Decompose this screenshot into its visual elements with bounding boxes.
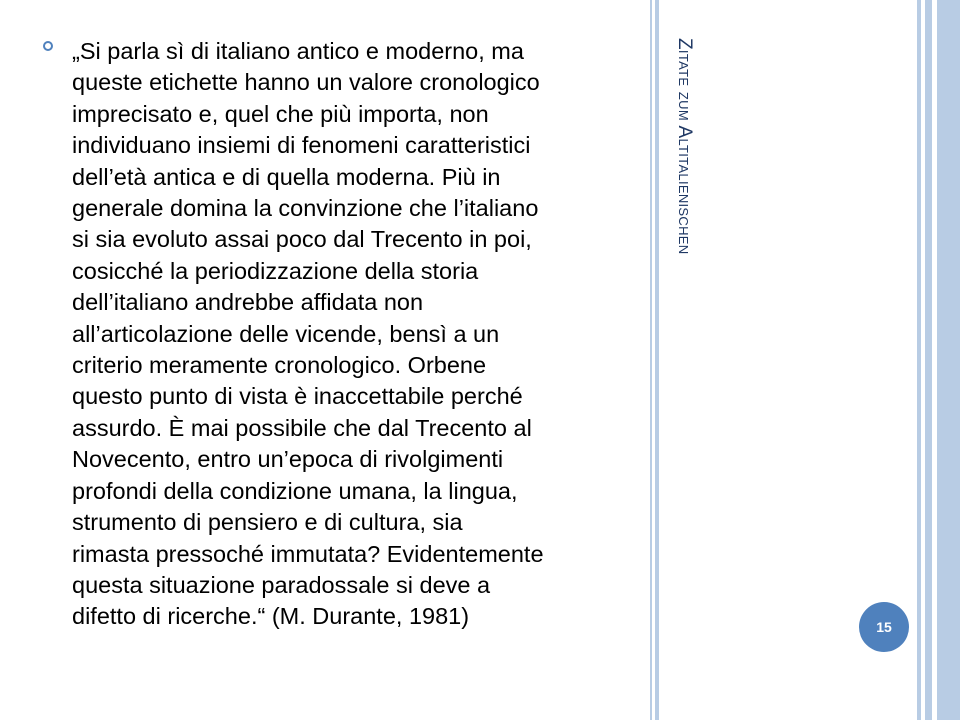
quote-line: difetto di ricerche.“ (M. Durante, 1981): [72, 603, 470, 630]
quote-line: criterio meramente cronologico. Orbene: [72, 352, 487, 379]
quote-line: „Si parla sì di italiano antico e moderno, ma: [72, 38, 524, 64]
quote-text: [72, 36, 642, 633]
bullet-icon: [43, 41, 53, 51]
page-number-badge: 15: [859, 602, 909, 652]
quote-line: cosicché la periodizzazione della storia: [72, 257, 479, 284]
quote-line: individuano insiemi di fenomeni caratteristici: [72, 132, 531, 159]
quote-line: si sia evoluto assai poco dal Trecento in poi,: [72, 226, 532, 253]
edge-stripe: [925, 0, 932, 720]
quote-line: rimasta pressoché immutata? Evidentemente: [72, 540, 544, 567]
quote-line: questo punto di vista è inaccettabile perché: [72, 383, 523, 410]
quote-line: generale domina la convinzione che l’italiano: [72, 195, 539, 222]
quote-line: questa situazione paradossale si deve a: [72, 571, 491, 598]
quote-line: dell’italiano andrebbe affidata non: [72, 289, 424, 316]
divider-stripe: [655, 0, 659, 720]
quote-line: profondi della condizione umana, la lingua,: [72, 477, 518, 504]
divider-stripe: [650, 0, 652, 720]
quote-line: queste etichette hanno un valore cronologico: [72, 69, 540, 96]
quote-line: imprecisato e, quel che più importa, non: [72, 100, 489, 127]
slide-title: Zitate zum Altitalienischen: [674, 38, 695, 255]
quote-line: Novecento, entro un’epoca di rivolgimenti: [72, 446, 504, 473]
quote-line: dell’età antica e di quella moderna. Più in: [72, 163, 501, 190]
quote-line: strumento di pensiero e di cultura, sia: [72, 509, 463, 536]
quote-line: assurdo. È mai possibile che dal Trecento al: [72, 414, 532, 441]
edge-stripe: [937, 0, 960, 720]
quote-line: all’articolazione delle vicende, bensì a un: [72, 320, 500, 347]
edge-stripe: [917, 0, 921, 720]
